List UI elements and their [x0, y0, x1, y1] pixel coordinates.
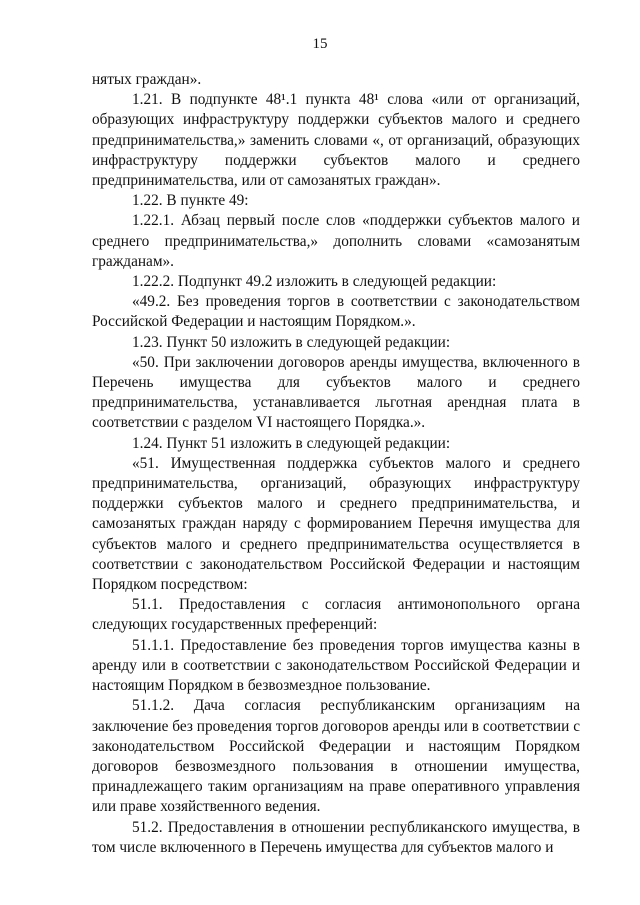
document-text	[92, 70, 580, 858]
paragraph-1-22-1: 1.22.1. Абзац первый после слов «поддержки субъектов малого и среднего предпринимательства,» дополнить словами «самозанятым гражданам».	[92, 212, 580, 270]
page-number: 15	[312, 36, 328, 52]
paragraph-51-1: 51.1. Предоставления с согласия антимонопольного органа следующих государственных преференций:	[92, 596, 580, 634]
paragraph-51-1-1: 51.1.1. Предоставление без проведения торгов имущества казны в аренду или в соответствии с законодательством Российской Федерации и настоящим Порядком в безвозмездное пользование.	[92, 636, 580, 695]
paragraph-1-24: 1.24. Пункт 51 изложить в следующей редакции:	[132, 434, 451, 452]
paragraph-50-text: «50. При заключении договоров аренды имущества, включенного в Перечень имущества для субъектов малого и среднего предпринимательства, устанавливается льготная арендная плата в соответствии с разделом VI настоящего Порядка.».	[92, 353, 580, 432]
paragraph-49-2-text: «49.2. Без проведения торгов в соответствии с законодательством Российской Федерации и настоящим Порядком.».	[92, 293, 580, 331]
paragraph-1-23: 1.23. Пункт 50 изложить в следующей редакции:	[132, 333, 451, 351]
paragraph-51-2: 51.2. Предоставления в отношении республиканского имущества, в том числе включенного в Перечень имущества для субъектов малого и	[92, 818, 580, 856]
paragraph-1-22-2: 1.22.2. Подпункт 49.2 изложить в следующей редакции:	[132, 273, 497, 291]
paragraph-1-21: 1.21. В подпункте 48¹.1 пункта 48¹ слова «или от организаций, образующих инфраструктуру поддержки субъектов малого и среднего предпринимательства,» заменить словами «, от организаций, образующих инфраструктуру поддержки субъектов малого и среднего предпринимательства, или от самозанятых граждан».	[92, 91, 580, 190]
paragraph-51-text: «51. Имущественная поддержка субъектов малого и среднего предпринимательства, организаций, образующих инфраструктуру поддержки субъектов малого и среднего предпринимательства, и самозанятых граждан наряду с формированием Перечня имущества для субъектов малого и среднего предпринимательства осуществляется в соответствии с законодательством Российской Федерации и настоящим Порядком посредством:	[92, 454, 580, 594]
paragraph-1-22: 1.22. В пункте 49:	[132, 192, 249, 210]
paragraph-51-1-2: 51.1.2. Дача согласия республиканским организациям на заключение без проведения торгов договоров аренды или в соответствии с законодательством Российской Федерации и настоящим Порядком договоров безвозмездного пользования в отношении имущества, принадлежащего таким организациям на праве оперативного управления или праве хозяйственного ведения.	[92, 697, 580, 816]
paragraph-continuation: нятых граждан».	[92, 71, 202, 88]
